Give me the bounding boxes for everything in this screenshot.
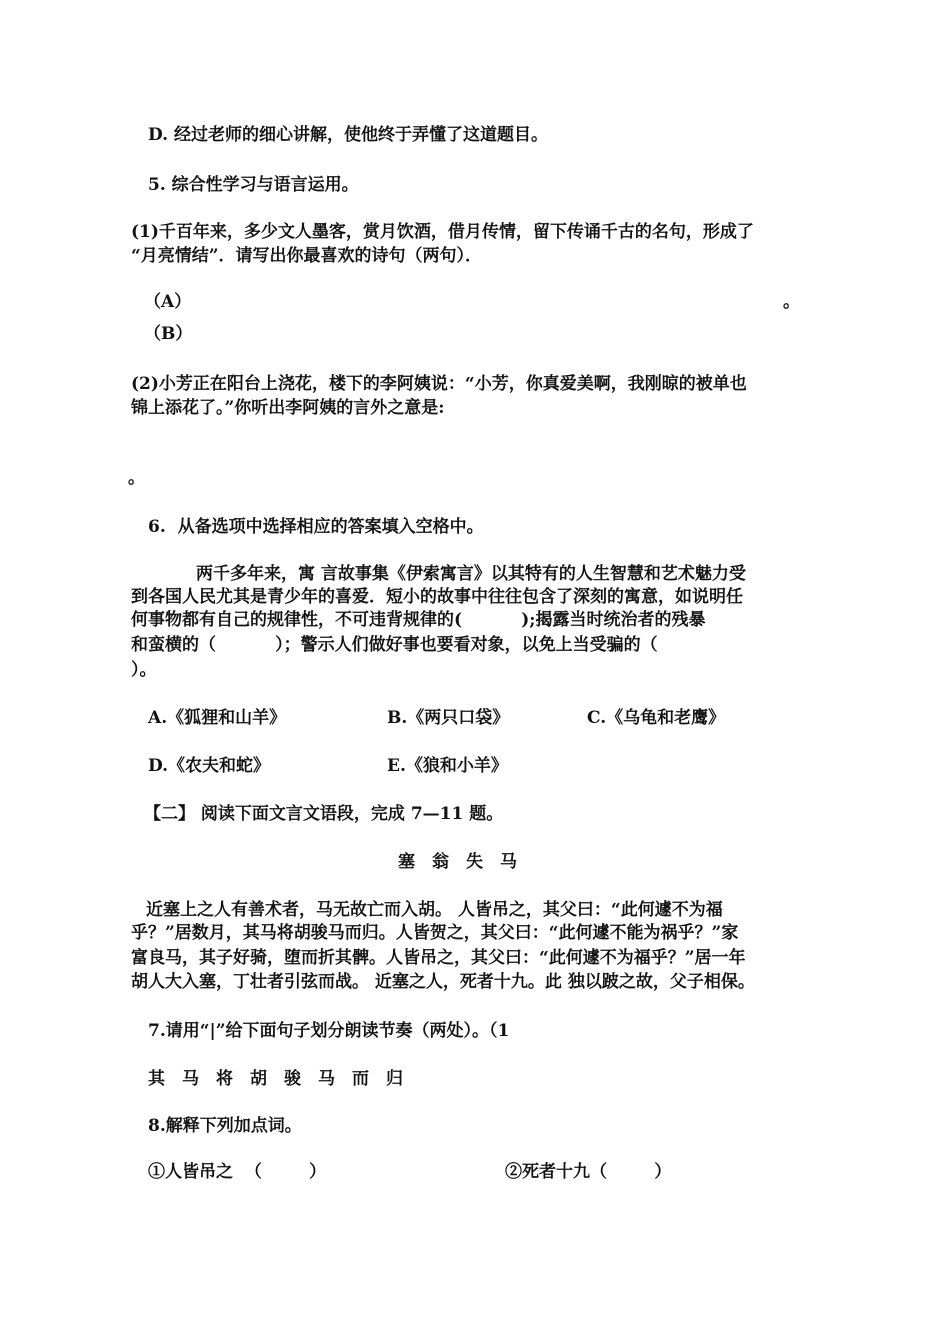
q7-sentence: 其马将胡骏马而归 <box>148 1069 420 1089</box>
q5-part2-line2: 锦上添花了。”你听出李阿姨的言外之意是: <box>131 398 445 418</box>
q5-part2-end: 。 <box>128 468 145 488</box>
q6-text-line4: 和蛮横的（ ）；警示人们做好事也要看对象，以免上当受骗的（ <box>131 635 658 655</box>
q5-part1-line2: “月亮情结”．请写出你最喜欢的诗句（两句）． <box>131 246 483 266</box>
q8-item1: ①人皆吊之 （ ） <box>148 1162 327 1182</box>
q5-part1-line1: (1)千百年来，多少文人墨客，赏月饮酒，借月传情，留下传诵千古的名句，形成了 <box>131 222 754 242</box>
q5-part2-line1: (2)小芳正在阳台上浇花，楼下的李阿姨说：“小芳，你真爱美啊，我刚晾的被单也 <box>131 374 747 394</box>
q6-text-line1: 两千多年来，寓 言故事集《伊索寓言》以其特有的人生智慧和艺术魅力受 <box>196 564 746 584</box>
section2-header: 【二】 阅读下面文言文语段，完成 7—11 题。 <box>144 804 504 824</box>
q7-title: 7.请用“|”给下面句子划分朗读节奏（两处）。（1 <box>148 1021 510 1041</box>
q6-option-b: B.《两只口袋》 <box>387 708 510 728</box>
q6-text-line5: ）。 <box>131 660 157 680</box>
q6-text-line2: 到各国人民尤其是青少年的喜爱．短小的故事中往往包含了深刻的寓意，如说明任 <box>131 587 743 607</box>
q6-option-d: D.《农夫和蛇》 <box>148 756 271 776</box>
q5-blank-a-end: 。 <box>783 292 800 312</box>
q6-text-line3: 何事物都有自己的规律性，不可违背规律的( );揭露当时统治者的残暴 <box>131 610 706 630</box>
passage-line2: 乎？”居数月，其马将胡骏马而归。人皆贺之，其父曰：“此何遽不能为祸乎？”家 <box>131 923 739 943</box>
q6-title: 6. 从备选项中选择相应的答案填入空格中。 <box>148 517 484 537</box>
q5-blank-b-label: （B） <box>144 324 193 344</box>
passage-line3: 富良马，其子好骑，堕而折其髀。人皆吊之，其父曰：“此何遽不为福乎？”居一年 <box>131 948 746 968</box>
passage-title: 塞翁失马 <box>398 852 534 872</box>
q6-option-a: A.《狐狸和山羊》 <box>148 708 287 728</box>
q6-option-c: C.《乌龟和老鹰》 <box>587 708 726 728</box>
q8-title: 8.解释下列加点词。 <box>148 1116 302 1136</box>
q5-title: 5. 综合性学习与语言运用。 <box>148 175 359 195</box>
q6-option-e: E.《狼和小羊》 <box>387 756 508 776</box>
q5-blank-a-label: （A） <box>144 292 192 312</box>
q4-option-d: D. 经过老师的细心讲解，使他终于弄懂了这道题目。 <box>148 125 548 145</box>
q8-item2: ②死者十九（ ） <box>505 1162 672 1182</box>
passage-line4: 胡人大入塞，丁壮者引弦而战。 近塞之人，死者十九。此 独以跛之故，父子相保。 <box>131 972 755 992</box>
passage-line1: 近塞上之人有善术者，马无故亡而入胡。 人皆吊之，其父曰：“此何遽不为福 <box>146 900 723 920</box>
